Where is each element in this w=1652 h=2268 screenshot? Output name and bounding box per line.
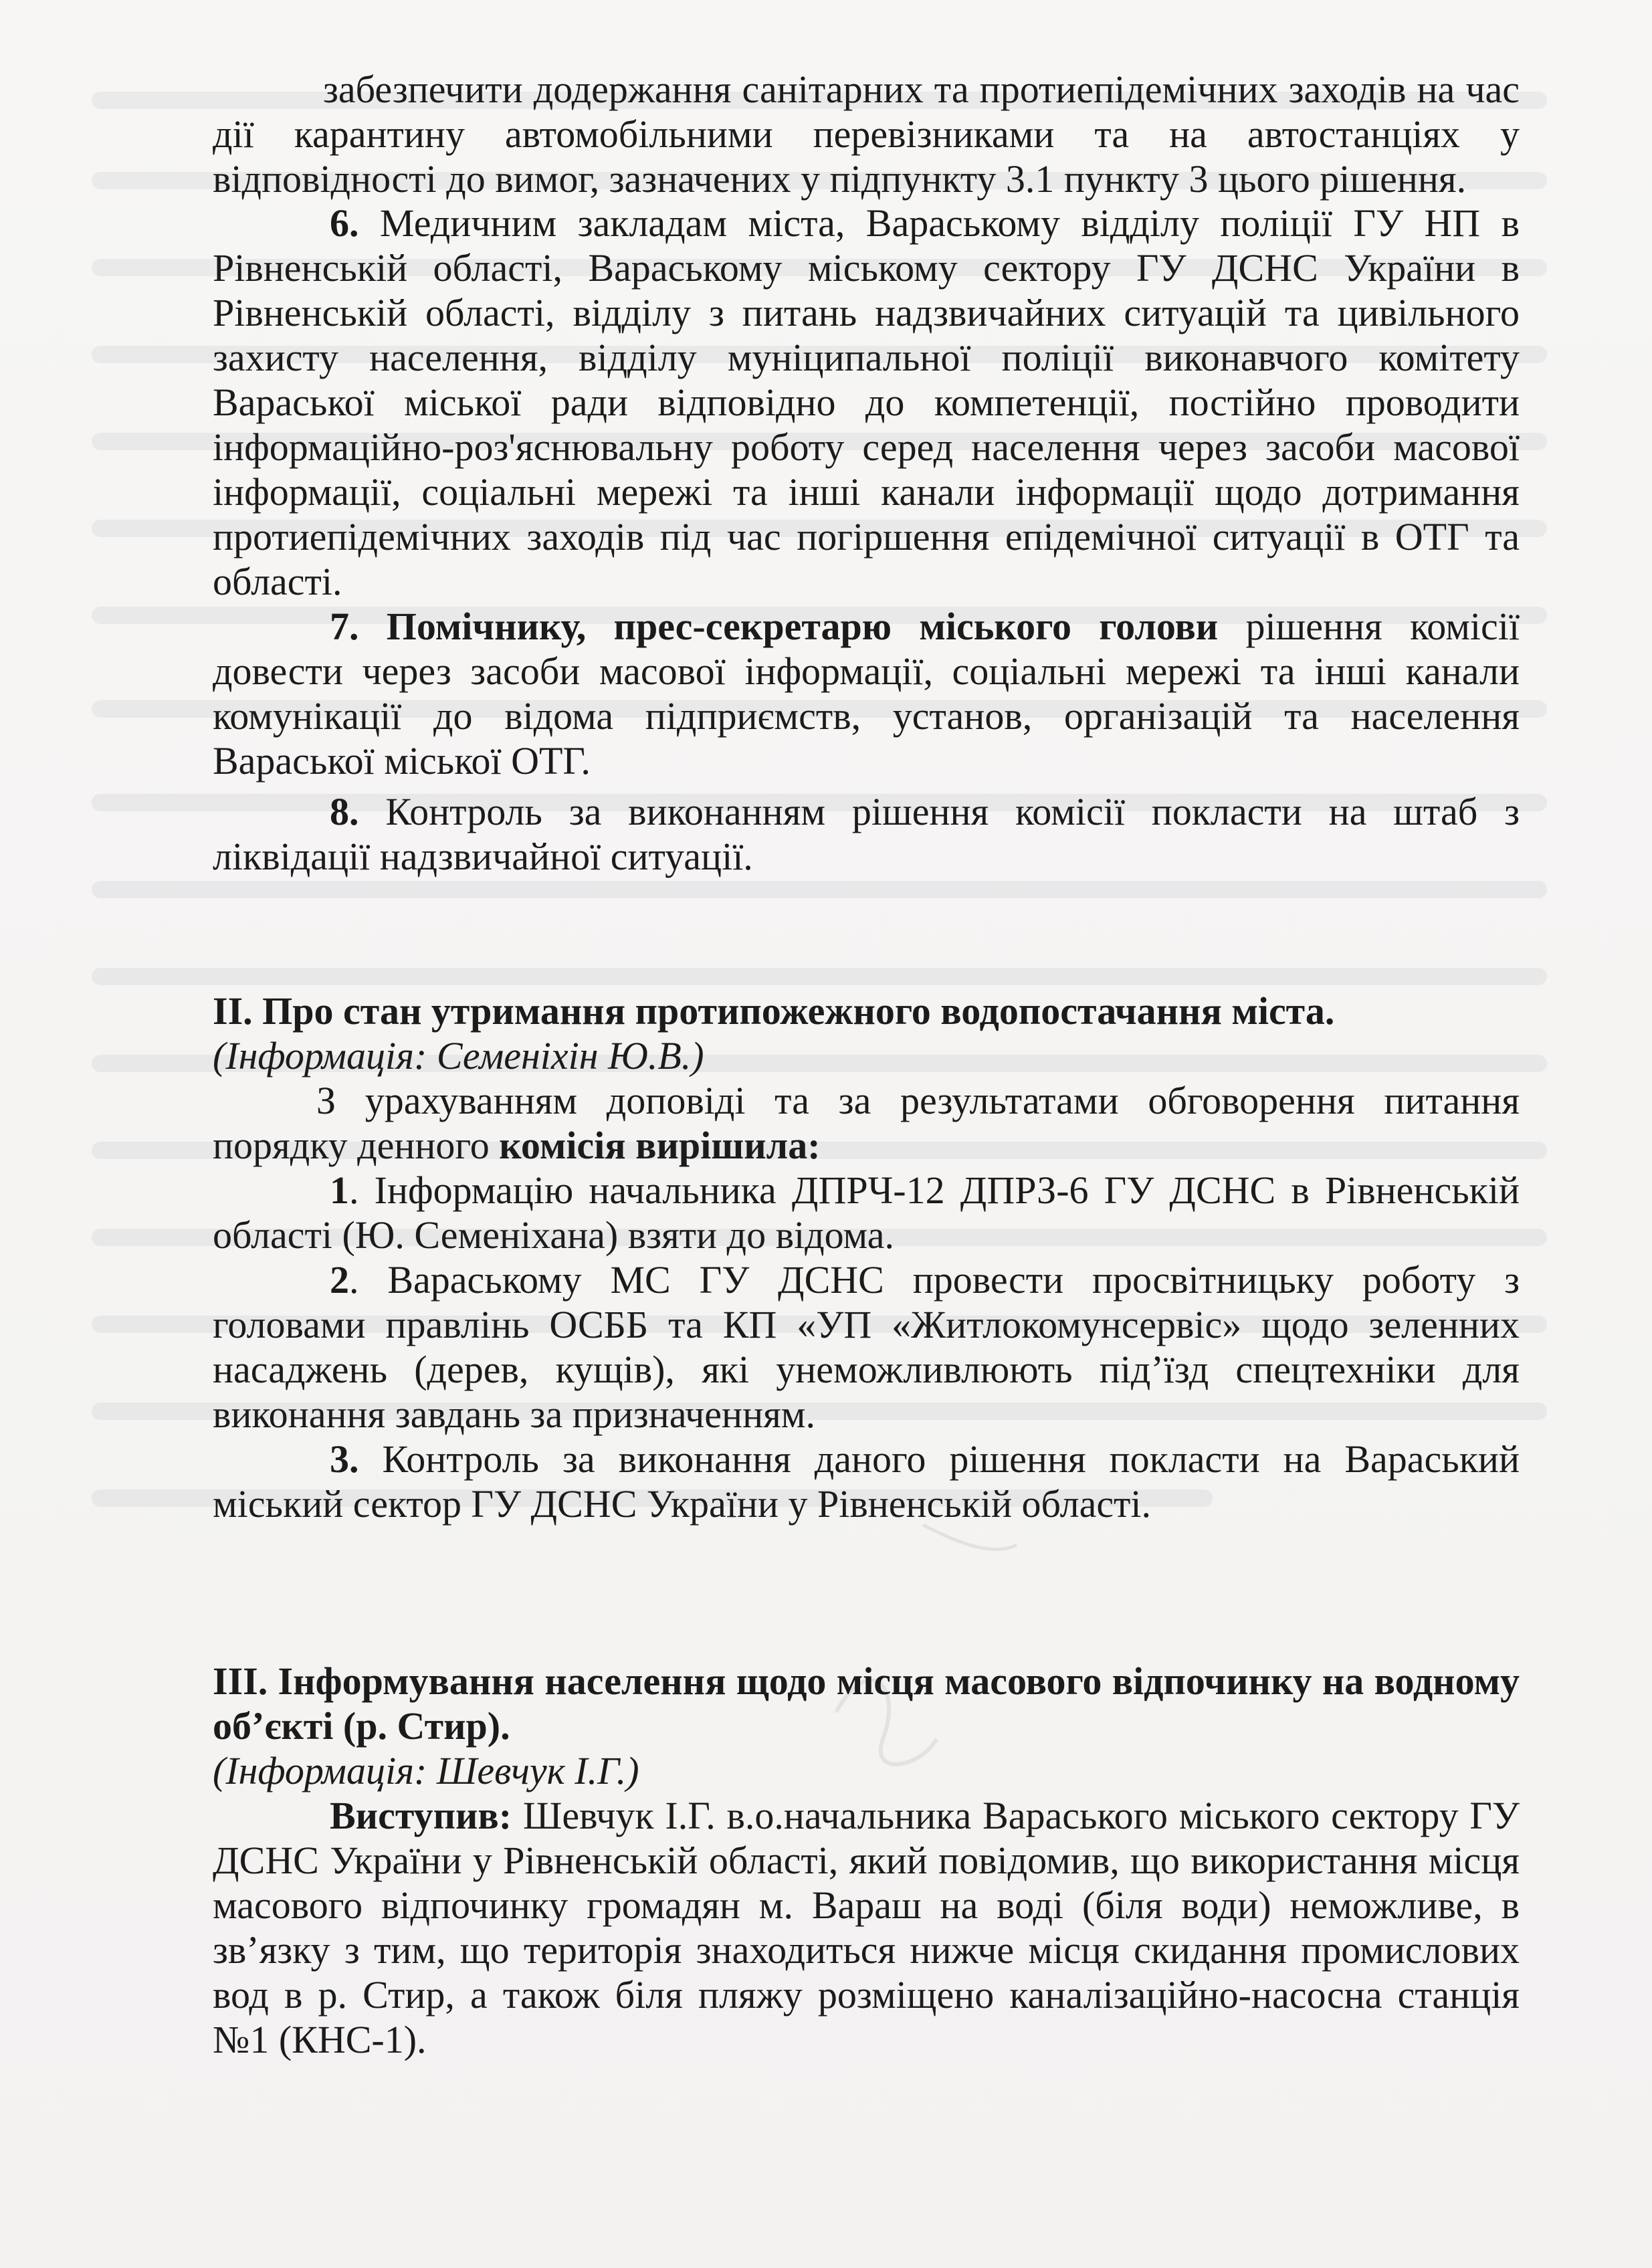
section-2-item-1-text: . Інформацію начальника ДПРЧ-12 ДПРЗ-6 ГУ ДСНС в Рівненській області (Ю. Семеніхана) взяти до відома.	[213, 1168, 1520, 1257]
section-3-speech	[213, 1793, 1520, 2062]
item-7-text: рішення комісії довести через засоби масової інформації, соціальні мережі та інші канали комунікації до відома підприємств, установ, організацій та населення Вараської міської ОТГ.	[213, 605, 1520, 783]
section-2-heading: II. Про стан утримання протипожежного водопостачання міста.	[213, 989, 1335, 1033]
section-2-info: (Інформація: Семеніхін Ю.В.)	[213, 1034, 704, 1077]
item-8	[213, 789, 1520, 879]
item-7	[213, 604, 1520, 783]
section-2-item-3	[213, 1437, 1520, 1526]
section-2-decided: комісія вирішила:	[499, 1124, 821, 1167]
item-8-number: 8.	[330, 790, 359, 833]
section-3-speech-text: Шевчук І.Г. в.о.начальника Вараського міського сектору ГУ ДСНС України у Рівненській області, який повідомив, що використання місця масового відпочинку громадян м. Вараш на воді (біля води) неможливе, в зв’язку з тим, що територія знаходиться нижче місця скидання промислових вод в р. Стир, а також біля пляжу розміщено каналізаційно-насосна станція №1 (КНС-1).	[213, 1794, 1520, 2061]
section-2-item-2	[213, 1257, 1520, 1437]
paragraph-5-text: забезпечити додержання санітарних та протиепідемічних заходів на час дії карантину автомобільними перевізниками та на автостанціях у відповідності до вимог, зазначених у підпункту 3.1 пункту 3 цього рішення.	[213, 68, 1520, 201]
item-7-lead: 7. Помічнику, прес-секретарю міського голови	[330, 605, 1219, 648]
section-2-intro-text: З урахуванням доповіді та за результатами обговорення питання порядку денного	[213, 1079, 1520, 1167]
item-6-number: 6.	[330, 201, 359, 245]
section-2-item-2-number: 2	[330, 1258, 349, 1302]
section-2-item-2-text: . Вараському МС ГУ ДСНС провести просвітницьку роботу з головами правлінь ОСББ та КП «УП «Житлокомунсервіс» щодо зеленних насаджень (дерев, кущів), які унеможливлюють під’їзд спецтехніки для виконання завдань за призначенням.	[213, 1258, 1520, 1436]
paragraph-5-continuation	[213, 67, 1520, 201]
section-2-item-3-number: 3.	[330, 1437, 359, 1481]
section-3-info: (Інформація: Шевчук І.Г.)	[213, 1749, 639, 1792]
item-6-text: Медичним закладам міста, Вараському відділу поліції ГУ НП в Рівненській області, Вараському міському сектору ГУ ДСНС України в Рівненській області, відділу з питань надзвичайних ситуацій та цивільного захисту населення, відділу муніципальної поліції виконавчого комітету Вараської міської ради відповідно до компетенції, постійно проводити інформаційно-роз'яснювальну роботу серед населення через засоби масової інформації, соціальні мережі та інші канали інформації щодо дотримання протиепідемічних заходів під час погіршення епідемічної ситуації в ОТГ та області.	[213, 201, 1520, 603]
section-2-item-1-number: 1	[330, 1168, 349, 1212]
section-3-heading: III. Інформування населення щодо місця масового відпочинку на водному об’єкті (р. Стир).	[213, 1659, 1520, 1748]
item-8-text: Контроль за виконанням рішення комісії покласти на штаб з ліквідації надзвичайної ситуації.	[213, 790, 1520, 878]
section-2-intro	[213, 1078, 1520, 1168]
section-2-item-3-text: Контроль за виконання даного рішення покласти на Вараський міський сектор ГУ ДСНС України у Рівненській області.	[213, 1437, 1520, 1526]
item-6	[213, 201, 1520, 604]
section-3-speaker-label: Виступив:	[330, 1794, 512, 1837]
section-2-item-1	[213, 1168, 1520, 1257]
